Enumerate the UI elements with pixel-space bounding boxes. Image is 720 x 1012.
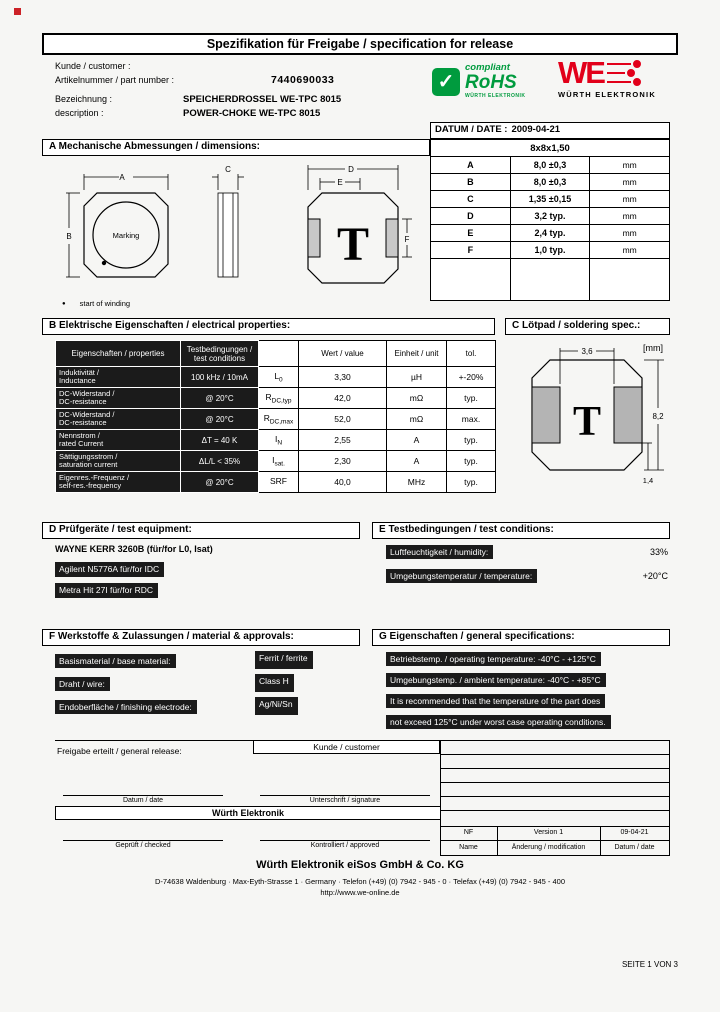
mechanical-drawings (58, 160, 430, 296)
section-c-header: C Lötpad / soldering spec.: (505, 318, 670, 335)
symbol-header-cell (259, 341, 299, 367)
footer-website: http://www.we-online.de (320, 888, 400, 897)
spec-line: Umgebungstemp. / ambient temperature: -40°C - +85°C (386, 673, 606, 687)
table-row (431, 242, 670, 259)
property-cell: DC-Widerstand / DC-resistance (56, 409, 181, 430)
rohs-compliant-text: compliant (465, 62, 510, 73)
signature-row-line[interactable] (440, 796, 670, 797)
tol-cell: max. (447, 409, 496, 430)
section-b-header: B Elektrische Eigenschaften / electrical properties: (42, 318, 495, 335)
spec-line: Betriebstemp. / operating temperature: -40°C - +125°C (386, 652, 601, 666)
condition-label: Umgebungstemperatur / temperature: (386, 569, 537, 583)
signature-row-line[interactable] (440, 782, 670, 783)
symbol-cell: $I_{sat.}$ (259, 451, 299, 472)
material-label: Draht / wire: (55, 677, 110, 691)
we-brand-text: WÜRTH ELEKTRONIK (558, 90, 656, 99)
dim-label-e: E (337, 178, 343, 187)
marking-label: Marking (112, 231, 140, 240)
table-header-row (56, 341, 496, 367)
section-g-header: G Eigenschaften / general specifications: (372, 629, 670, 646)
footer-company: Würth Elektronik eiSos GmbH & Co. KG (256, 859, 464, 871)
dim-label-d: D (348, 165, 354, 174)
name-column-label: Name (459, 844, 478, 851)
registration-mark (14, 8, 21, 15)
winding-note (62, 299, 130, 308)
version-number: Version 1 (533, 829, 564, 836)
table-row (56, 367, 496, 388)
condition-value: +20°C (642, 571, 668, 581)
property-cell: Eigenres.-Frequenz / self-res.-frequency (56, 472, 181, 493)
table-row (431, 191, 670, 208)
material-value: Class H (255, 674, 294, 692)
dim-label-f: F (404, 235, 410, 244)
dim-label-b: B (66, 232, 72, 241)
unit-header-cell: Einheit / unit (387, 341, 447, 367)
dim-letter-cell: B (431, 174, 511, 191)
designation-value: SPEICHERDROSSEL WE-TPC 8015 (183, 94, 342, 105)
symbol-cell: SRF (259, 472, 299, 493)
winding-dot-icon: ● (62, 300, 66, 307)
approved-label: Kontrolliert / approved (310, 842, 380, 849)
dim-letter-cell: F (431, 242, 511, 259)
material-label: Basismaterial / base material: (55, 654, 176, 668)
part-number-value: 7440690033 (271, 74, 335, 86)
table-row-empty (431, 259, 670, 301)
dim-value-cell: 1,35 ±0,15 (510, 191, 590, 208)
date-signature-label: Datum / date (122, 797, 164, 804)
section-a-header: A Mechanische Abmessungen / dimensions: (42, 139, 430, 156)
condition-cell: ΔL/L < 35% (181, 451, 259, 472)
table-row (56, 388, 496, 409)
conditions-header-cell: Testbedingungen / test conditions (181, 341, 259, 367)
customer-block (55, 61, 430, 122)
dim-unit-cell: mm (590, 157, 670, 174)
condition-cell: @ 20°C (181, 472, 259, 493)
rohs-logo (432, 62, 550, 106)
pad-dim-bottom: 1,4 (642, 476, 654, 485)
materials-list (55, 651, 385, 720)
version-initials: NF (463, 829, 474, 836)
winding-note-text: start of winding (79, 299, 131, 308)
unit-cell: MHz (387, 472, 447, 493)
property-cell: DC-Widerstand / DC-resistance (56, 388, 181, 409)
dimensions-table (430, 139, 670, 301)
rohs-check-icon: ✓ (432, 68, 460, 96)
tol-header-cell: tol. (447, 341, 496, 367)
material-value: Ag/Ni/Sn (255, 697, 298, 715)
condition-cell: ΔT = 40 K (181, 430, 259, 451)
value-header-cell: Wert / value (299, 341, 387, 367)
table-row (431, 174, 670, 191)
property-cell: Nennstrom / rated Current (56, 430, 181, 451)
date-value: 2009-04-21 (511, 124, 561, 135)
signature-row-line[interactable] (440, 768, 670, 769)
marking-letter-pad-view: T (572, 399, 602, 445)
value-cell: 52,0 (299, 409, 387, 430)
symbol-cell: $R_{DC,max}$ (259, 409, 299, 430)
dim-label-c: C (225, 165, 231, 174)
condition-cell: 100 kHz / 10mA (181, 367, 259, 388)
value-cell: 42,0 (299, 388, 387, 409)
value-cell: 2,55 (299, 430, 387, 451)
marking-letter-top-view: T (336, 218, 370, 271)
unit-cell: µH (387, 367, 447, 388)
equipment-line: WAYNE KERR 3260B (für/for L0, Isat) (55, 544, 213, 554)
dim-letter-cell: E (431, 225, 511, 242)
general-specs-list (386, 649, 670, 733)
dim-unit-cell: mm (590, 174, 670, 191)
condition-row (386, 545, 668, 559)
page-title: Spezifikation für Freigabe / specification for release (42, 33, 678, 55)
unit-cell: A (387, 451, 447, 472)
section-f-header: F Werkstoffe & Zulassungen / material & approvals: (42, 629, 360, 646)
property-cell: Sättigungsstrom / saturation current (56, 451, 181, 472)
table-row (56, 451, 496, 472)
material-row (55, 674, 385, 692)
rohs-texts (465, 62, 526, 99)
material-row (55, 651, 385, 669)
test-equipment-list (55, 544, 360, 604)
table-row (56, 472, 496, 493)
description-value: POWER-CHOKE WE-TPC 8015 (183, 108, 321, 119)
pad-dim-top: 3,6 (581, 347, 593, 356)
tol-cell: typ. (447, 430, 496, 451)
dim-unit-cell: mm (590, 225, 670, 242)
signature-label: Unterschrift / signature (309, 797, 381, 804)
symbol-cell: $L_0$ (259, 367, 299, 388)
value-cell: 40,0 (299, 472, 387, 493)
property-cell: Induktivität / Inductance (56, 367, 181, 388)
we-logo-pins-icon (607, 58, 647, 88)
wurth-elektronik-box: Würth Elektronik (55, 806, 441, 820)
condition-value: 33% (649, 547, 668, 557)
customer-signature-header: Kunde / customer (253, 740, 440, 754)
section-e-header: E Testbedingungen / test conditions: (372, 522, 670, 539)
signature-line[interactable] (260, 795, 430, 796)
spec-line: not exceed 125°C under worst case operating conditions. (386, 715, 611, 729)
equipment-line: Metra Hit 27I für/for RDC (55, 583, 158, 598)
page-indicator: SEITE 1 VON 3 (621, 960, 678, 969)
value-cell: 2,30 (299, 451, 387, 472)
condition-cell: @ 20°C (181, 409, 259, 430)
signature-row-line[interactable] (440, 810, 670, 811)
version-date: 09-04-21 (620, 829, 649, 836)
date-signature-line[interactable] (63, 795, 223, 796)
checked-signature-line[interactable] (63, 840, 223, 841)
dim-value-cell: 3,2 typ. (510, 208, 590, 225)
table-row (56, 409, 496, 430)
footer-address: D-74638 Waldenburg · Max-Eyth-Strasse 1 · Germany · Telefon (+49) (0) 7942 - 945 - 0 · Telefax (+49) (0) 7942 - 945 - 400 (154, 877, 566, 886)
general-release-label: Freigabe erteilt / general release: (57, 746, 182, 756)
customer-label: Kunde / customer : (55, 61, 131, 71)
unit-cell: A (387, 430, 447, 451)
dim-unit-cell: mm (590, 191, 670, 208)
test-conditions-list (386, 545, 668, 593)
unit-cell: mΩ (387, 409, 447, 430)
description-label: description : (55, 108, 104, 118)
section-d-header: D Prüfgeräte / test equipment: (42, 522, 360, 539)
material-label: Endoberfläche / finishing electrode: (55, 700, 197, 714)
dim-letter-cell: A (431, 157, 511, 174)
checked-label: Geprüft / checked (115, 842, 171, 849)
dim-unit-cell: mm (590, 242, 670, 259)
table-row (431, 225, 670, 242)
designation-label: Bezeichnung : (55, 94, 113, 104)
dim-letter-cell: C (431, 191, 511, 208)
dim-label-a: A (119, 173, 125, 182)
tol-cell: typ. (447, 472, 496, 493)
divider (440, 855, 670, 856)
date-label: DATUM / DATE : (435, 124, 508, 135)
dim-value-cell: 8,0 ±0,3 (510, 174, 590, 191)
we-logo-letters: WE (558, 55, 604, 90)
table-row (56, 430, 496, 451)
divider (669, 740, 670, 856)
condition-label: Luftfeuchtigkeit / humidity: (386, 545, 493, 559)
value-cell: 3,30 (299, 367, 387, 388)
part-number-label: Artikelnummer / part number : (55, 75, 175, 85)
equipment-line: Agilent N5776A für/for IDC (55, 562, 164, 577)
dim-value-cell: 1,0 typ. (510, 242, 590, 259)
rohs-brand-text: WÜRTH ELEKTRONIK (465, 93, 526, 99)
mm-unit-note: [mm] (643, 343, 663, 353)
signature-row-line[interactable] (440, 754, 670, 755)
rohs-text: RoHS (465, 72, 517, 93)
condition-cell: @ 20°C (181, 388, 259, 409)
unit-cell: mΩ (387, 388, 447, 409)
symbol-cell: $I_N$ (259, 430, 299, 451)
condition-row (386, 569, 668, 583)
material-row (55, 697, 385, 715)
properties-header-cell: Eigenschaften / properties (56, 341, 181, 367)
table-row (431, 208, 670, 225)
date-bar (430, 122, 670, 139)
spec-line: It is recommended that the temperature of the part does (386, 694, 605, 708)
symbol-cell: $R_{DC,typ}$ (259, 388, 299, 409)
release-block (55, 740, 670, 856)
electrical-properties-table (55, 340, 496, 493)
dim-letter-cell: D (431, 208, 511, 225)
tol-cell: +-20% (447, 367, 496, 388)
soldering-pad-drawing (512, 340, 677, 492)
dim-unit-cell: mm (590, 208, 670, 225)
pad-dim-right: 8,2 (652, 412, 664, 421)
modification-column-label: Änderung / modification (511, 844, 586, 851)
wurth-logo (558, 55, 674, 99)
table-row (431, 157, 670, 174)
approved-signature-line[interactable] (260, 840, 430, 841)
dim-value-cell: 2,4 typ. (510, 225, 590, 242)
dim-value-cell: 8,0 ±0,3 (510, 157, 590, 174)
winding-start-dot (102, 261, 106, 265)
tol-cell: typ. (447, 451, 496, 472)
material-value: Ferrit / ferrite (255, 651, 313, 669)
size-header-cell: 8x8x1,50 (431, 140, 670, 157)
tol-cell: typ. (447, 388, 496, 409)
date-column-label: Datum / date (614, 844, 655, 851)
